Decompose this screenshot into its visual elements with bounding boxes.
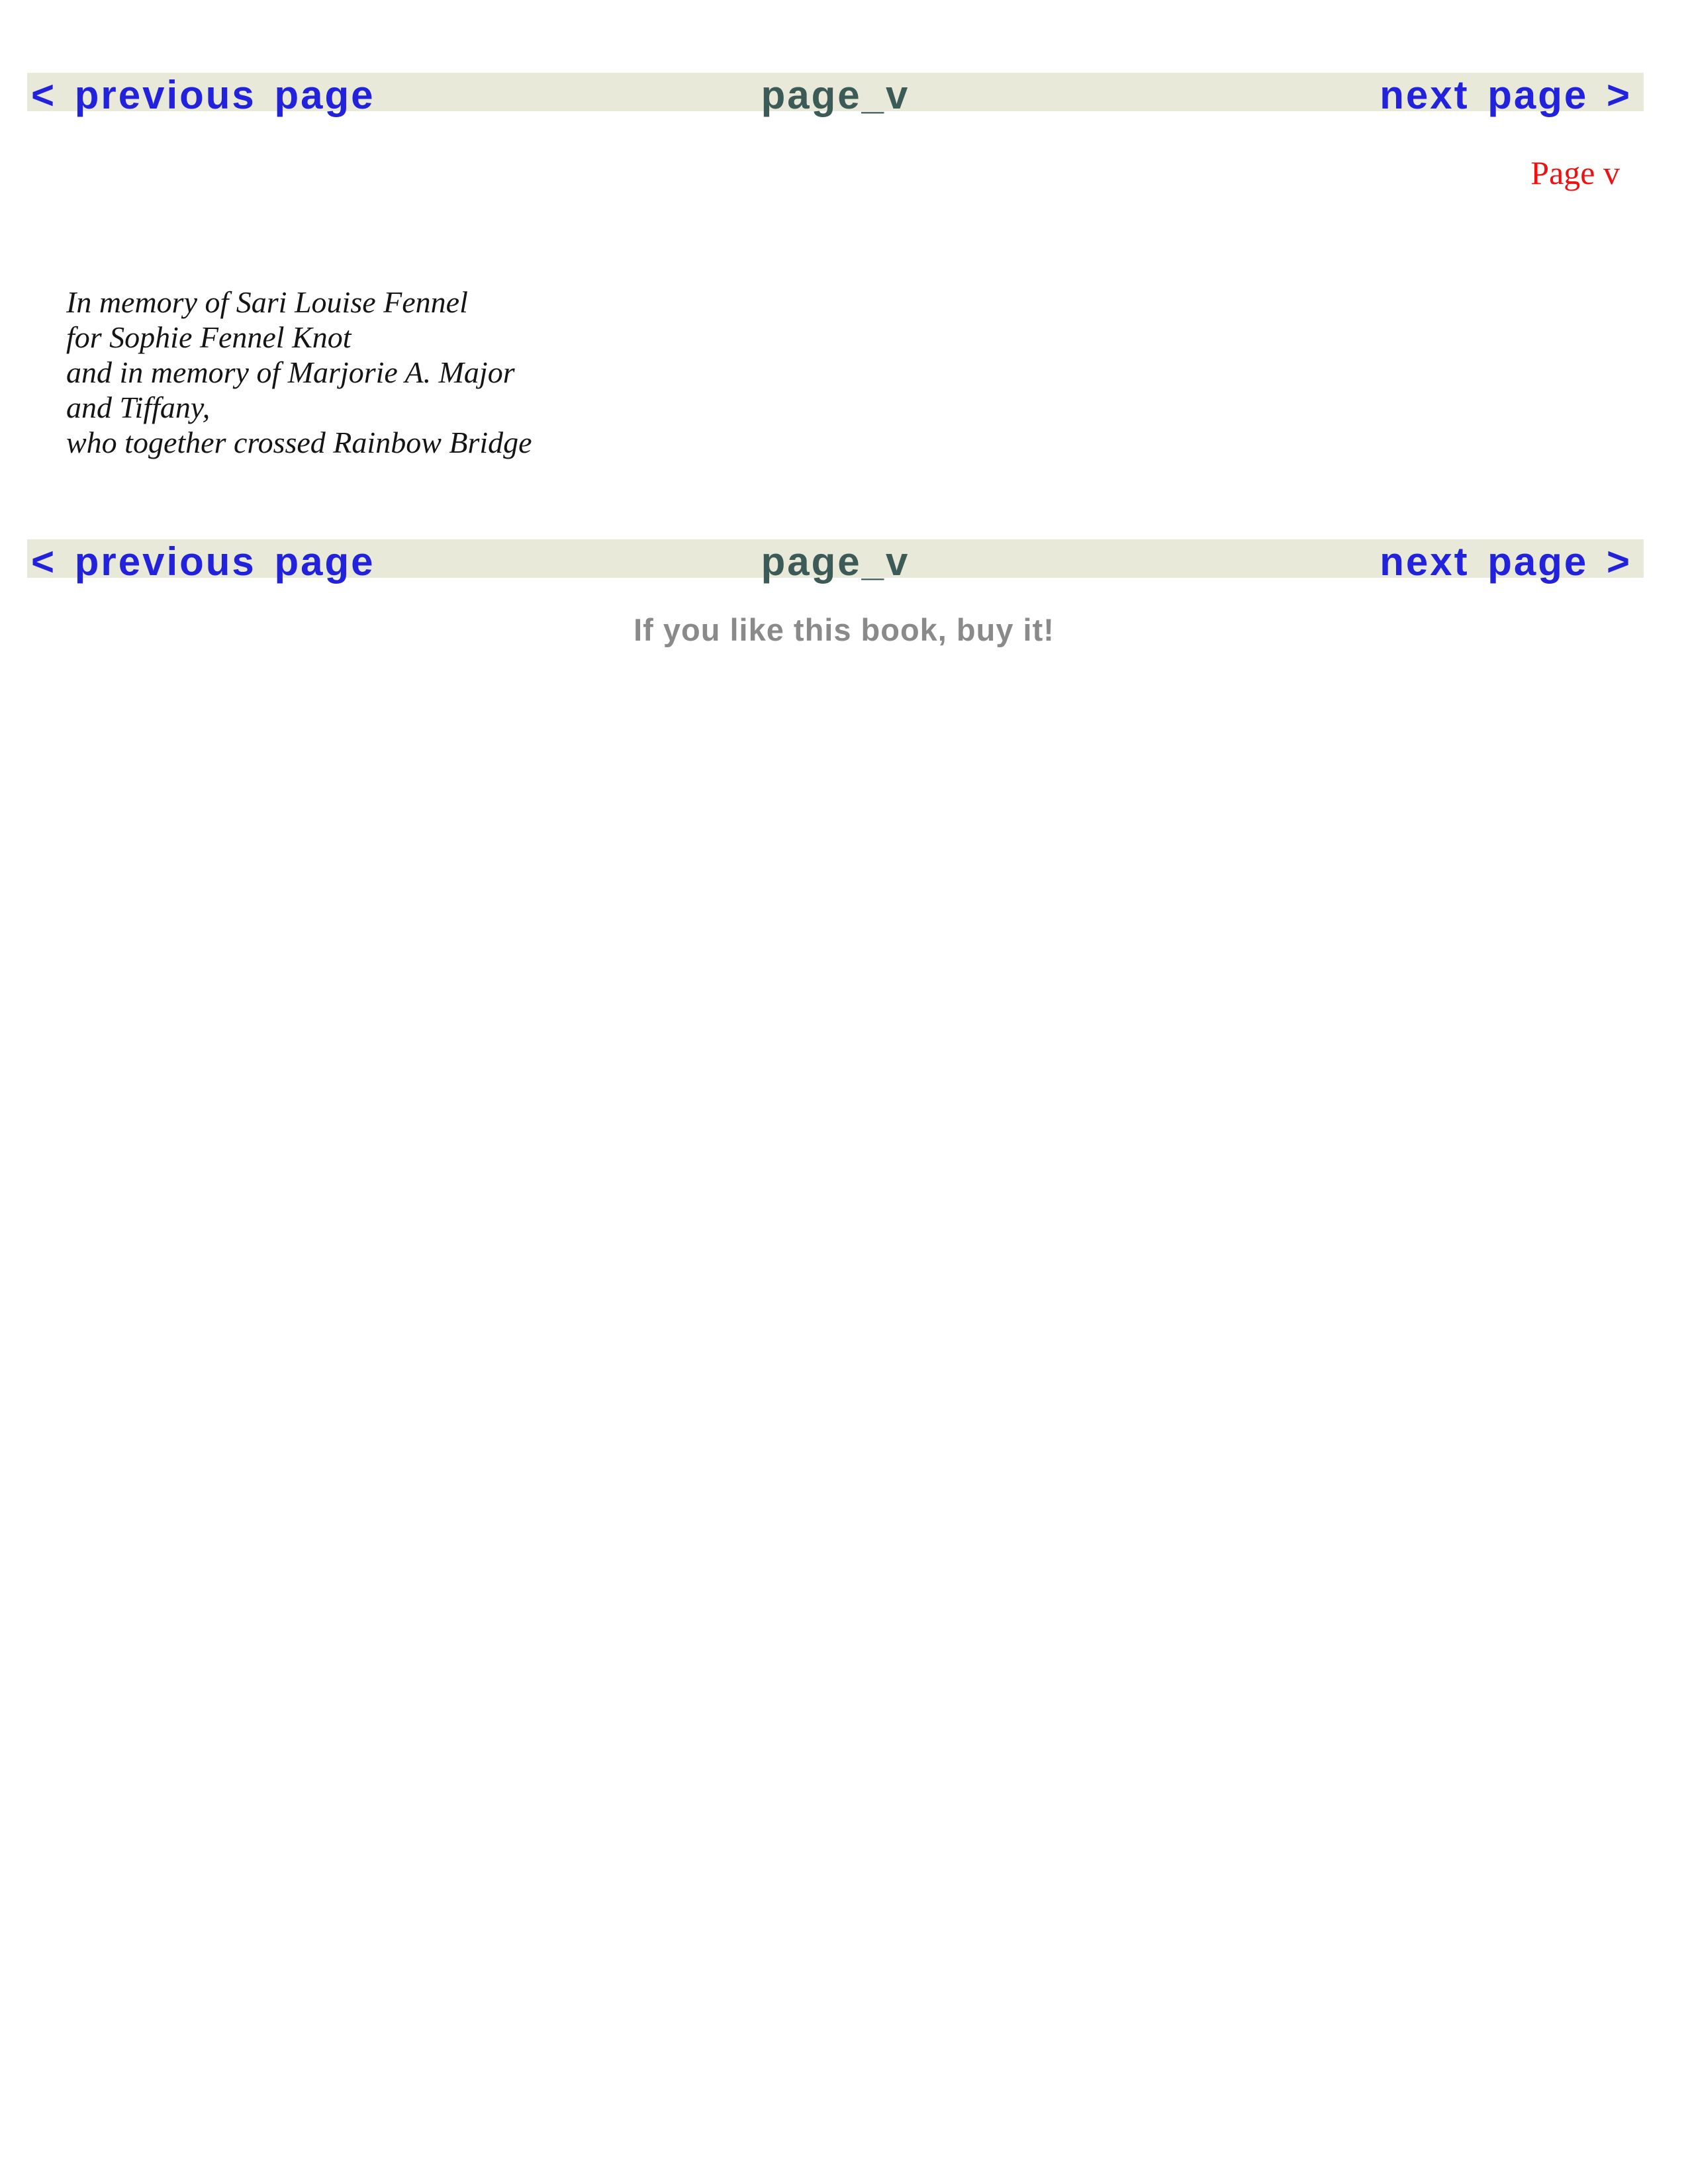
dedication-line: In memory of Sari Louise Fennel bbox=[66, 285, 468, 319]
top-nav-bar bbox=[27, 73, 1644, 117]
page-id-label: page_v bbox=[761, 73, 910, 117]
bottom-nav-bar bbox=[27, 539, 1644, 584]
dedication-line: and in memory of Marjorie A. Major bbox=[66, 355, 515, 389]
previous-page-link[interactable]: < previous page bbox=[31, 73, 375, 117]
dedication-line: who together crossed Rainbow Bridge bbox=[66, 426, 532, 459]
buy-message: If you like this book, buy it! bbox=[633, 612, 1055, 647]
next-page-link[interactable]: next page > bbox=[1380, 73, 1632, 117]
page-number-label: Page v bbox=[1530, 154, 1620, 191]
next-page-link[interactable]: next page > bbox=[1380, 539, 1632, 584]
dedication-line: and Tiffany, bbox=[66, 390, 211, 424]
previous-page-link[interactable]: < previous page bbox=[31, 539, 375, 584]
dedication-block bbox=[66, 285, 532, 460]
dedication-line: for Sophie Fennel Knot bbox=[66, 320, 352, 354]
page-id-label: page_v bbox=[761, 539, 910, 584]
